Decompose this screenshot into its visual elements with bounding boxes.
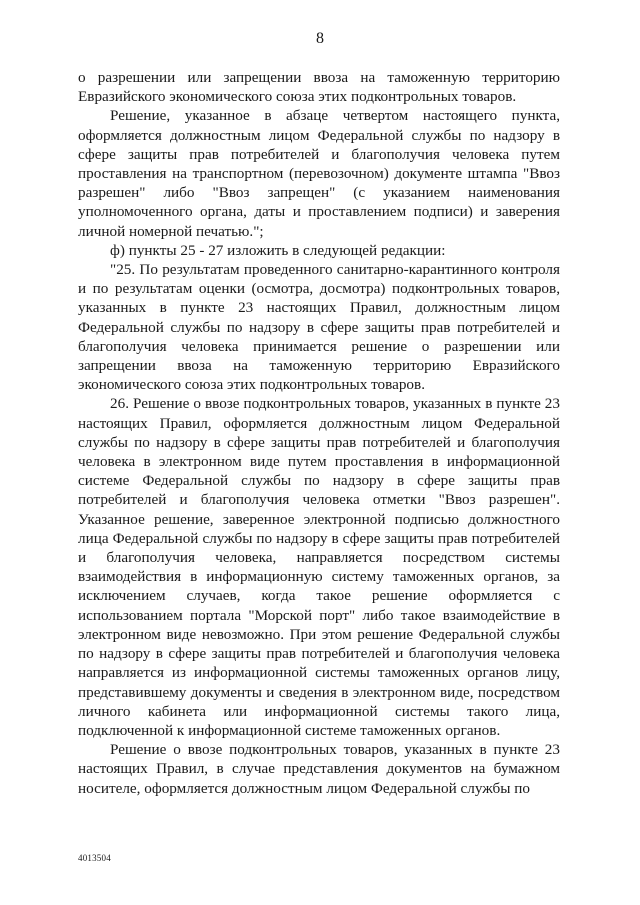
paragraph-clause-25: "25. По результатам проведенного санитарно-карантинного контроля и по результатам оценки (осмотра, досмотра) подконтрольных товаров, указанных в пункте 23 настоящих Правил, должностным лицом Федеральной службы по надзору в сфере защиты прав потребителей и благополучия человека принимается решение о разрешении или запрещении ввоза на таможенную территорию Евразийского экономического союза этих подконтрольных товаров. — [78, 261, 560, 394]
document-body — [78, 68, 560, 798]
paragraph-continuation: о разрешении или запрещении ввоза на таможенную территорию Евразийского экономического союза этих подконтрольных товаров. — [78, 69, 560, 106]
paragraph-paper-decision: Решение о ввозе подконтрольных товаров, указанных в пункте 23 настоящих Правил, в случае представления документов на бумажном носителе, оформляется должностным лицом Федеральной службы по — [78, 741, 560, 797]
paragraph-clause-26: 26. Решение о ввозе подконтрольных товаров, указанных в пункте 23 настоящих Правил, оформляется должностным лицом Федеральной службы по надзору в сфере защиты прав потребителей и благополучия человека в электронном виде путем проставления в информационной системе Федеральной службы по надзору в сфере защиты прав потребителей и благополучия человека отметки "Ввоз разрешен". Указанное решение, заверенное электронной подписью должностного лица Федеральной службы по надзору в сфере защиты прав потребителей и благополучия человека, направляется посредством системы взаимодействия в информационную систему таможенных органов, за исключением случаев, когда такое решение оформляется с использованием портала "Морской порт" либо такое взаимодействие в электронном виде невозможно. При этом решение Федеральной службы по надзору в сфере защиты прав потребителей и благополучия человека направляется из информационной системы таможенных органов лицу, представившему документы и сведения в электронном виде, посредством личного кабинета или информационной системы такого лица, подключенной к информационной системе таможенных органов. — [78, 395, 560, 739]
page-number: 8 — [316, 30, 324, 47]
paragraph-decision-stamp: Решение, указанное в абзаце четвертом настоящего пункта, оформляется должностным лицом Федеральной службы по надзору в сфере защиты прав потребителей и благополучия человека путем проставления на транспортном (перевозочном) документе штампа "Ввоз разрешен" либо "Ввоз запрещен" (с указанием наименования уполномоченного органа, даты и проставлением подписи) и заверения личной номерной печатью."; — [78, 107, 560, 240]
document-code: 4013504 — [78, 853, 111, 863]
paragraph-item-f: ф) пункты 25 - 27 изложить в следующей редакции: — [110, 241, 446, 259]
